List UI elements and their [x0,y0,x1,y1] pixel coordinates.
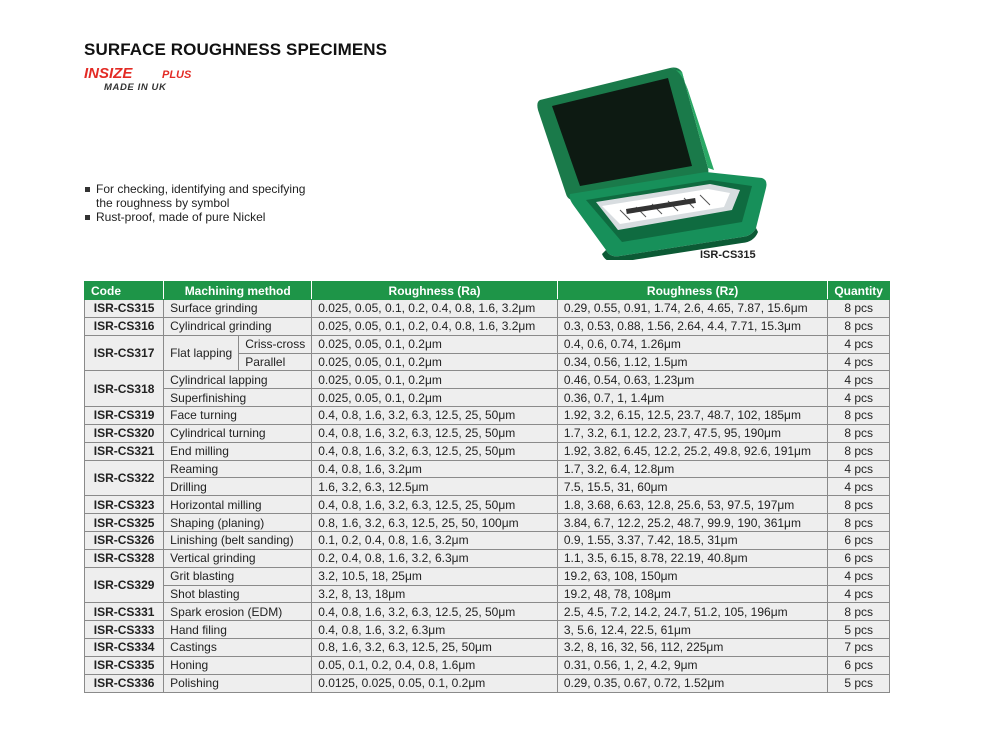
ra-cell: 0.4, 0.8, 1.6, 3.2, 6.3, 12.5, 25, 50μm [312,442,558,460]
table-row [85,442,890,460]
table-row [85,300,890,318]
ra-cell: 0.025, 0.05, 0.1, 0.2μm [312,335,558,353]
qty-cell: 8 pcs [828,424,890,442]
qty-cell: 4 pcs [828,460,890,478]
method-cell: End milling [164,442,312,460]
ra-cell: 0.05, 0.1, 0.2, 0.4, 0.8, 1.6μm [312,656,558,674]
table-row [85,567,890,585]
method-cell: Surface grinding [164,300,312,318]
table-row [85,478,890,496]
qty-cell: 4 pcs [828,371,890,389]
rz-cell: 0.4, 0.6, 0.74, 1.26μm [557,335,827,353]
method-cell: Castings [164,639,312,657]
code-cell: ISR-CS325 [85,514,164,532]
table-row [85,317,890,335]
method-cell: Superfinishing [164,389,312,407]
table-row [85,424,890,442]
code-cell: ISR-CS329 [85,567,164,603]
rz-cell: 19.2, 48, 78, 108μm [557,585,827,603]
rz-cell: 19.2, 63, 108, 150μm [557,567,827,585]
rz-cell: 3.2, 8, 16, 32, 56, 112, 225μm [557,639,827,657]
table-row [85,674,890,692]
table-row [85,460,890,478]
qty-cell: 8 pcs [828,300,890,318]
qty-cell: 5 pcs [828,621,890,639]
code-cell: ISR-CS333 [85,621,164,639]
brand-suffix: PLUS [162,69,192,81]
ra-cell: 0.025, 0.05, 0.1, 0.2μm [312,353,558,371]
qty-cell: 8 pcs [828,603,890,621]
code-cell: ISR-CS328 [85,549,164,567]
code-cell: ISR-CS322 [85,460,164,496]
rz-cell: 1.1, 3.5, 6.15, 8.78, 22.19, 40.8μm [557,549,827,567]
table-row [85,656,890,674]
rz-cell: 0.46, 0.54, 0.63, 1.23μm [557,371,827,389]
method-cell: Horizontal milling [164,496,312,514]
method-cell: Vertical grinding [164,549,312,567]
method-cell: Flat lapping [164,335,239,371]
rz-cell: 0.36, 0.7, 1, 1.4μm [557,389,827,407]
qty-cell: 5 pcs [828,674,890,692]
ra-cell: 0.4, 0.8, 1.6, 3.2, 6.3, 12.5, 25, 50μm [312,424,558,442]
ra-cell: 0.0125, 0.025, 0.05, 0.1, 0.2μm [312,674,558,692]
page-title: SURFACE ROUGHNESS SPECIMENS [84,40,388,59]
col-header-method: Machining method [164,282,312,300]
green-case-icon [530,60,770,260]
method-cell: Grit blasting [164,567,312,585]
ra-cell: 3.2, 10.5, 18, 25μm [312,567,558,585]
table-row [85,335,890,353]
code-cell: ISR-CS315 [85,300,164,318]
qty-cell: 4 pcs [828,353,890,371]
rz-cell: 0.9, 1.55, 3.37, 7.42, 18.5, 31μm [557,531,827,549]
specification-table [84,281,890,693]
rz-cell: 1.92, 3.82, 6.45, 12.2, 25.2, 49.8, 92.6, 191μm [557,442,827,460]
sub-method-cell: Parallel [239,353,312,371]
method-cell: Cylindrical lapping [164,371,312,389]
code-cell: ISR-CS321 [85,442,164,460]
ra-cell: 0.4, 0.8, 1.6, 3.2, 6.3μm [312,621,558,639]
code-cell: ISR-CS317 [85,335,164,371]
col-header-code: Code [85,282,164,300]
ra-cell: 0.1, 0.2, 0.4, 0.8, 1.6, 3.2μm [312,531,558,549]
ra-cell: 0.8, 1.6, 3.2, 6.3, 12.5, 25, 50μm [312,639,558,657]
rz-cell: 0.3, 0.53, 0.88, 1.56, 2.64, 4.4, 7.71, 15.3μm [557,317,827,335]
code-cell: ISR-CS335 [85,656,164,674]
ra-cell: 0.4, 0.8, 1.6, 3.2, 6.3, 12.5, 25, 50μm [312,496,558,514]
feature-item: For checking, identifying and specifying [84,182,305,196]
rz-cell: 1.7, 3.2, 6.1, 12.2, 23.7, 47.5, 95, 190μm [557,424,827,442]
method-cell: Face turning [164,407,312,425]
table-row [85,371,890,389]
rz-cell: 3.84, 6.7, 12.2, 25.2, 48.7, 99.9, 190, 361μm [557,514,827,532]
feature-item: Rust-proof, made of pure Nickel [84,210,305,224]
code-cell: ISR-CS319 [85,407,164,425]
col-header-rz: Roughness (Rz) [557,282,827,300]
ra-cell: 0.025, 0.05, 0.1, 0.2μm [312,389,558,407]
ra-cell: 0.8, 1.6, 3.2, 6.3, 12.5, 25, 50, 100μm [312,514,558,532]
qty-cell: 8 pcs [828,407,890,425]
ra-cell: 0.4, 0.8, 1.6, 3.2μm [312,460,558,478]
col-header-quantity: Quantity [828,282,890,300]
qty-cell: 6 pcs [828,549,890,567]
product-case-image [530,60,770,260]
table-header-row [85,282,890,300]
ra-cell: 1.6, 3.2, 6.3, 12.5μm [312,478,558,496]
rz-cell: 2.5, 4.5, 7.2, 14.2, 24.7, 51.2, 105, 196μm [557,603,827,621]
qty-cell: 8 pcs [828,442,890,460]
method-cell: Reaming [164,460,312,478]
rz-cell: 1.92, 3.2, 6.15, 12.5, 23.7, 48.7, 102, 185μm [557,407,827,425]
table-row [85,514,890,532]
qty-cell: 6 pcs [828,656,890,674]
code-cell: ISR-CS316 [85,317,164,335]
qty-cell: 8 pcs [828,496,890,514]
rz-cell: 1.8, 3.68, 6.63, 12.8, 25.6, 53, 97.5, 197μm [557,496,827,514]
rz-cell: 0.34, 0.56, 1.12, 1.5μm [557,353,827,371]
code-cell: ISR-CS334 [85,639,164,657]
table-row [85,531,890,549]
method-cell: Cylindrical grinding [164,317,312,335]
code-cell: ISR-CS326 [85,531,164,549]
method-cell: Polishing [164,674,312,692]
col-header-ra: Roughness (Ra) [312,282,558,300]
qty-cell: 4 pcs [828,389,890,407]
method-cell: Shaping (planing) [164,514,312,532]
qty-cell: 8 pcs [828,514,890,532]
method-cell: Cylindrical turning [164,424,312,442]
code-cell: ISR-CS336 [85,674,164,692]
table-row [85,621,890,639]
table-row [85,585,890,603]
table-row [85,389,890,407]
sub-method-cell: Criss-cross [239,335,312,353]
feature-item-continuation: the roughness by symbol [96,196,230,210]
qty-cell: 7 pcs [828,639,890,657]
qty-cell: 6 pcs [828,531,890,549]
ra-cell: 0.2, 0.4, 0.8, 1.6, 3.2, 6.3μm [312,549,558,567]
method-cell: Shot blasting [164,585,312,603]
rz-cell: 1.7, 3.2, 6.4, 12.8μm [557,460,827,478]
rz-cell: 7.5, 15.5, 31, 60μm [557,478,827,496]
made-in-label: MADE IN UK [104,82,167,93]
ra-cell: 0.025, 0.05, 0.1, 0.2, 0.4, 0.8, 1.6, 3.2μm [312,300,558,318]
rz-cell: 0.31, 0.56, 1, 2, 4.2, 9μm [557,656,827,674]
method-cell: Hand filing [164,621,312,639]
qty-cell: 8 pcs [828,317,890,335]
code-cell: ISR-CS323 [85,496,164,514]
method-cell: Spark erosion (EDM) [164,603,312,621]
ra-cell: 0.4, 0.8, 1.6, 3.2, 6.3, 12.5, 25, 50μm [312,407,558,425]
rz-cell: 0.29, 0.55, 0.91, 1.74, 2.6, 4.65, 7.87, 15.6μm [557,300,827,318]
table-row [85,603,890,621]
method-cell: Drilling [164,478,312,496]
rz-cell: 0.29, 0.35, 0.67, 0.72, 1.52μm [557,674,827,692]
feature-list [84,182,305,224]
qty-cell: 4 pcs [828,585,890,603]
product-caption: ISR-CS315 [700,249,756,261]
table-row [85,407,890,425]
code-cell: ISR-CS320 [85,424,164,442]
brand-name: INSIZE [84,65,133,82]
code-cell: ISR-CS318 [85,371,164,407]
table-row [85,496,890,514]
ra-cell: 0.025, 0.05, 0.1, 0.2μm [312,371,558,389]
rz-cell: 3, 5.6, 12.4, 22.5, 61μm [557,621,827,639]
qty-cell: 4 pcs [828,567,890,585]
ra-cell: 0.025, 0.05, 0.1, 0.2, 0.4, 0.8, 1.6, 3.2μm [312,317,558,335]
qty-cell: 4 pcs [828,478,890,496]
method-cell: Honing [164,656,312,674]
qty-cell: 4 pcs [828,335,890,353]
code-cell: ISR-CS331 [85,603,164,621]
method-cell: Linishing (belt sanding) [164,531,312,549]
ra-cell: 0.4, 0.8, 1.6, 3.2, 6.3, 12.5, 25, 50μm [312,603,558,621]
ra-cell: 3.2, 8, 13, 18μm [312,585,558,603]
table-row [85,639,890,657]
table-row [85,549,890,567]
